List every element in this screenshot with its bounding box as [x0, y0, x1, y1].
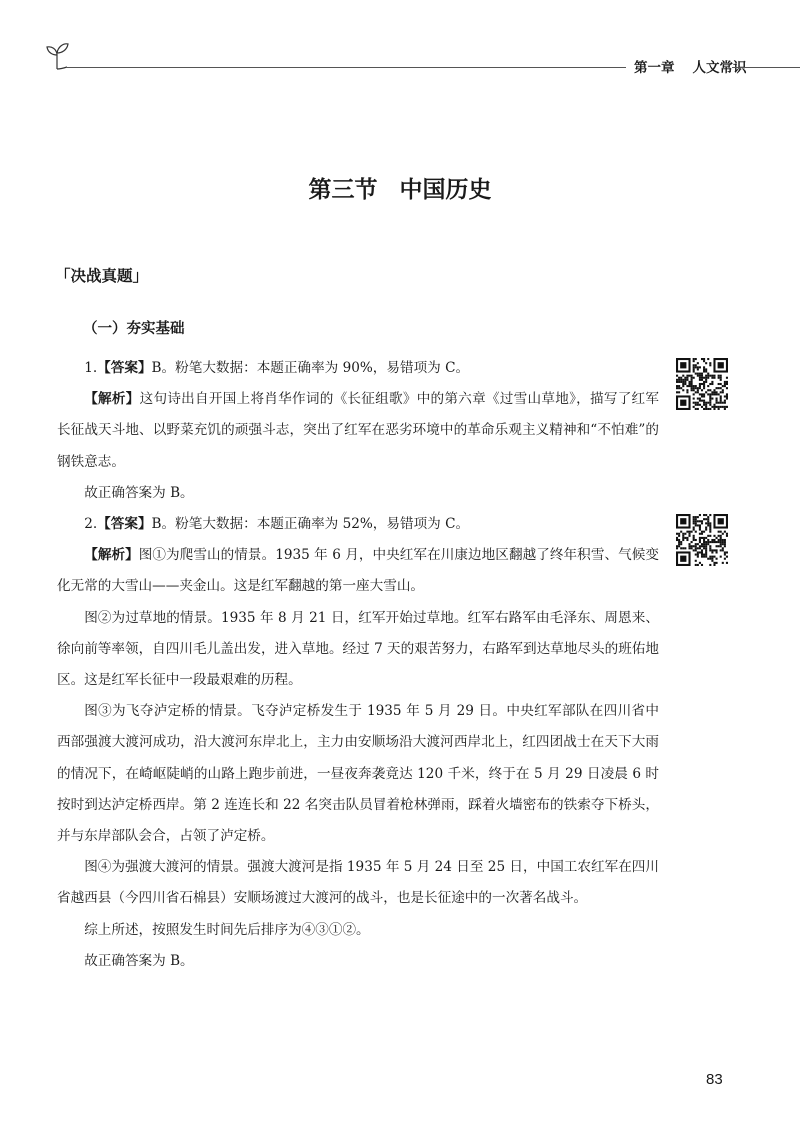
header-rule-right	[732, 67, 800, 68]
qr-code-icon[interactable]	[676, 358, 728, 410]
q2-answer-tag: 【答案】	[97, 516, 152, 533]
q2-answer-text: B。粉笔大数据：本题正确率为 52%，易错项为 C。	[151, 516, 470, 533]
q1-answer-text: B。粉笔大数据：本题正确率为 90%，易错项为 C。	[151, 360, 470, 376]
q1-analysis-text: 这句诗出自开国上将肖华作词的《长征组歌》中的第六章《过雪山草地》，描写了红军长征战天斗地、以野菜充饥的顽强斗志，突出了红军在恶劣环境中的革命乐观主义精神和“不怕难”的钢铁意志。	[57, 391, 659, 470]
q2-paragraph-2: 图②为过草地的情景。1935 年 8 月 21 日，红军开始过草地。红军右路军由毛泽东、周恩来、徐向前等率领，自四川毛儿盖出发，进入草地。经过 7 天的艰苦努力，右路军到达草地尽头的班佑地区。这是红军长征中一段最艰难的历程。	[57, 609, 659, 689]
q2-number: 2.	[84, 516, 98, 533]
q1-analysis	[57, 384, 659, 478]
q2-analysis-text: 图①为爬雪山的情景。1935 年 6 月，中央红军在川康边地区翻越了终年积雪、气候变化无常的大雪山——夹金山。这是红军翻越的第一座大雪山。	[57, 547, 659, 595]
q1-answer-tag: 【答案】	[97, 360, 152, 376]
q1-number: 1.	[84, 360, 98, 376]
q2-paragraph-3: 图③为飞夺泸定桥的情景。飞夺泸定桥发生于 1935 年 5 月 29 日。中央红军部队在四川省中西部强渡大渡河成功，沿大渡河东岸北上，主力由安顺场沿大渡河西岸北上，红四团战士在天下大雨的情况下，在崎岖陡峭的山路上跑步前进，一昼夜奔袭竟达 120 千米，终于在 5 月 29 日凌晨 6 时按时到达泸定桥西岸。第 2 连连长和 22 名突击队员冒着枪林弹雨，踩着火墙密布的铁索夺下桥头，并与东岸部队会合，占领了泸定桥。	[57, 703, 659, 845]
page-number: 83	[706, 1071, 723, 1088]
corner-bracket-close-icon: 」	[132, 267, 149, 285]
subheading: （一）夯实基础	[83, 321, 185, 337]
section-title	[0, 171, 800, 204]
answer-content	[57, 353, 659, 977]
q1-analysis-tag: 【解析】	[84, 391, 140, 408]
page-header	[44, 40, 800, 80]
corner-bracket-open-icon: 「	[55, 267, 71, 285]
box-heading	[55, 264, 148, 286]
section-number: 第三节	[308, 177, 378, 203]
qr-code-icon[interactable]	[676, 514, 728, 566]
q2-analysis	[57, 540, 659, 602]
q2-conclusion: 故正确答案为 B。	[84, 952, 194, 969]
q1-conclusion: 故正确答案为 B。	[84, 484, 194, 501]
q2-summary: 综上所述，按照发生时间先后排序为④③①②。	[84, 921, 370, 938]
sprout-icon	[44, 40, 70, 70]
box-heading-text: 决战真题	[70, 267, 133, 285]
chapter-number: 第一章	[634, 60, 675, 76]
header-rule-left	[66, 67, 626, 68]
chapter-title: 人文常识	[692, 60, 747, 76]
q2-paragraph-4: 图④为强渡大渡河的情景。强渡大渡河是指 1935 年 5 月 24 日至 25 日，中国工农红军在四川省越西县（今四川省石棉县）安顺场渡过大渡河的战斗，也是长征途中的一次著名战斗。	[57, 859, 659, 907]
q2-analysis-tag: 【解析】	[84, 547, 139, 564]
q2-answer	[57, 509, 659, 540]
q1-answer	[57, 353, 659, 384]
section-name: 中国历史	[399, 177, 492, 203]
chapter-label	[634, 56, 747, 76]
